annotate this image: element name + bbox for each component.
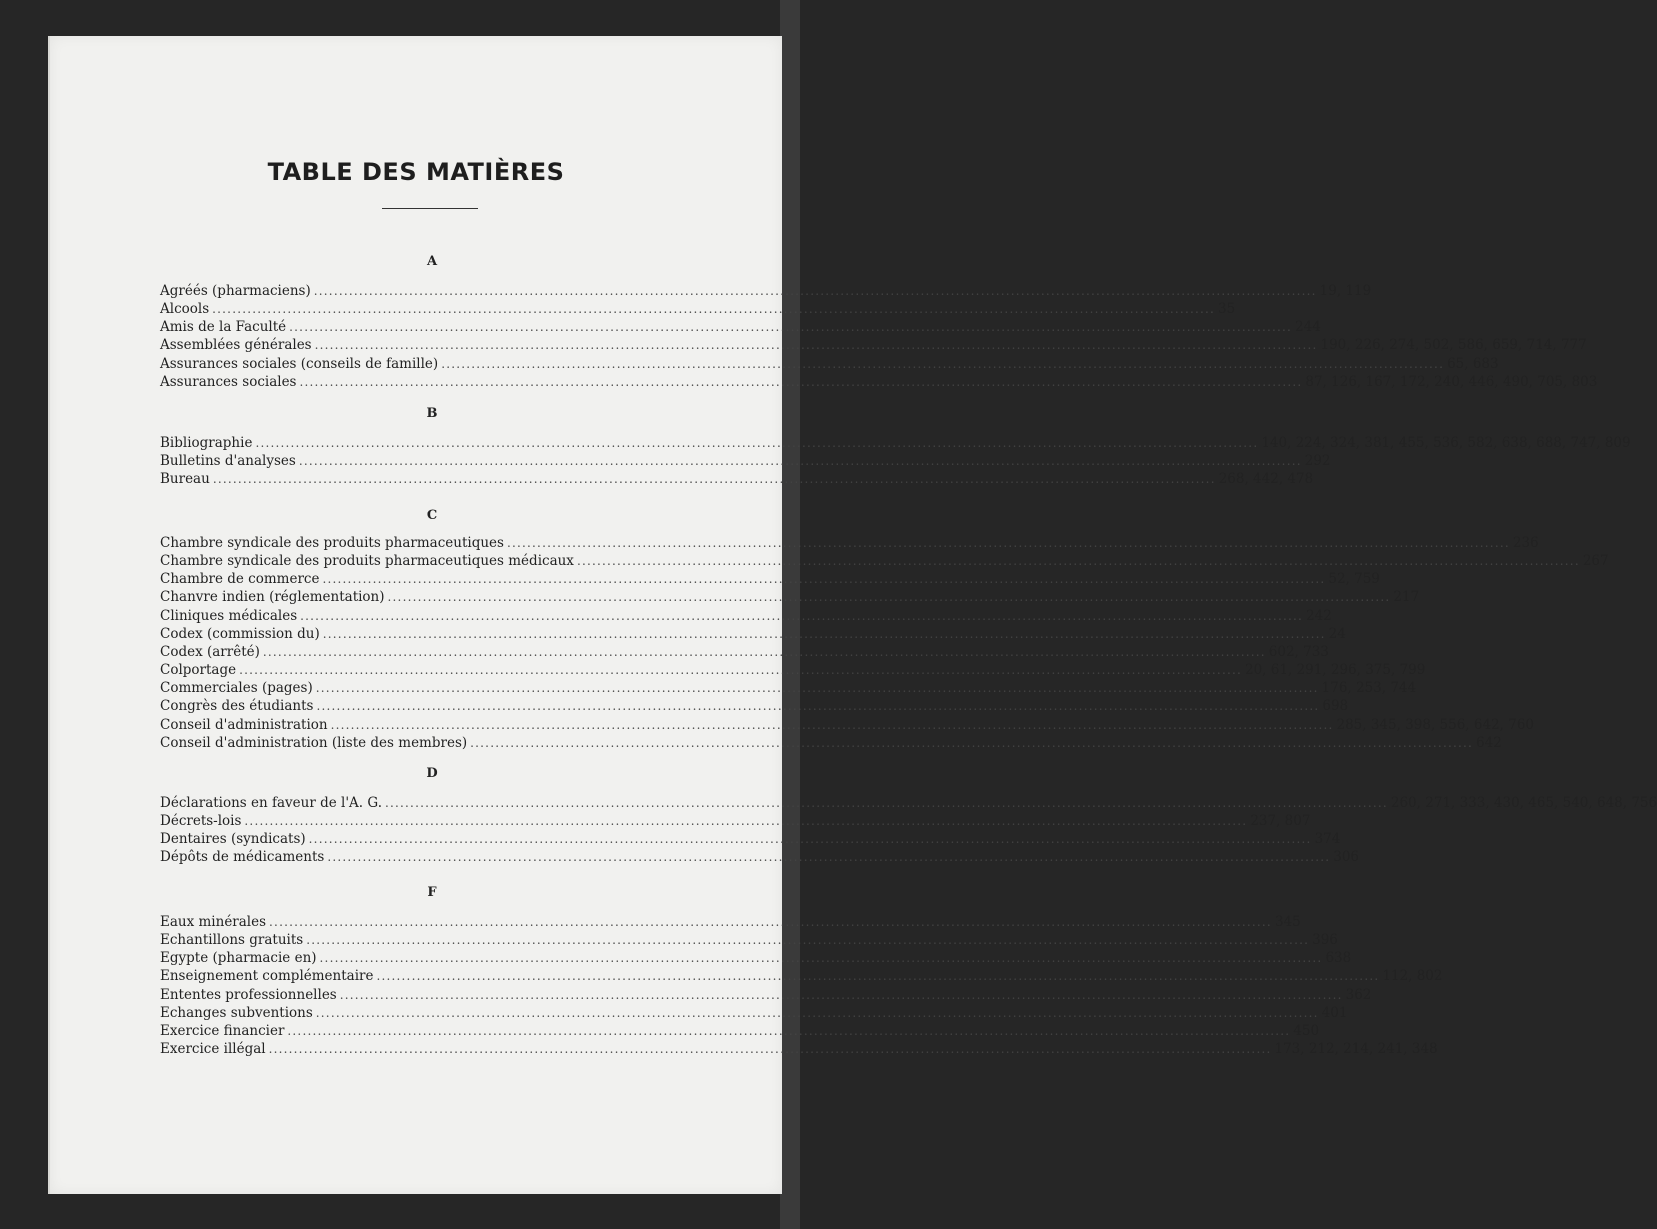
leader-dots: ........................................................................................................................................................................................................ (314, 338, 1318, 353)
leader-dots: ........................................................................................................................................................................................................ (470, 735, 1474, 750)
toc-entry (160, 679, 1417, 697)
entry-label: Eaux minérales (160, 914, 267, 930)
entry-pages: 20, 61, 291, 296, 375, 799 (1245, 662, 1426, 679)
entry-pages: 242 (1306, 607, 1332, 624)
toc-entry (160, 848, 1360, 866)
toc-entry (160, 734, 1502, 752)
leader-dots: ........................................................................................................................................................................................................ (287, 1023, 1291, 1038)
leader-dots: ........................................................................................................................................................................................................ (322, 626, 1326, 641)
toc-entry (160, 470, 1314, 488)
entry-label: Egypte (pharmacie en) (160, 950, 317, 967)
leader-dots: ........................................................................................................................................................................................................ (268, 1042, 1272, 1057)
entry-pages: 638 (1325, 950, 1352, 967)
entry-pages: 396 (1312, 932, 1338, 949)
entry-label: Congrès des étudiants (160, 698, 314, 715)
entry-label: Assemblées générales (160, 337, 312, 354)
leader-dots: ........................................................................................................................................................................................................ (269, 915, 1272, 929)
toc-entry (160, 716, 1535, 734)
leader-dots: ........................................................................................................................................................................................................ (299, 374, 1303, 389)
leader-dots: ........................................................................................................................................................................................................ (308, 832, 1312, 847)
entry-label: Amis de la Faculté (160, 319, 287, 336)
entry-pages: 236 (1512, 535, 1539, 551)
toc-entry (160, 1022, 1320, 1040)
toc-entry (160, 355, 1499, 373)
leader-dots: ........................................................................................................................................................................................................ (576, 554, 1580, 569)
leader-dots: ........................................................................................................................................................................................................ (212, 302, 1216, 317)
entry-pages: 602, 733 (1268, 643, 1329, 660)
leader-dots: ........................................................................................................................................................................................................ (319, 951, 1323, 966)
toc-entry (160, 812, 1311, 830)
entry-pages: 268, 442, 478 (1218, 471, 1314, 488)
entry-label: Chambre syndicale des produits pharmaceutiques (160, 535, 504, 551)
leader-dots: ........................................................................................................................................................................................................ (313, 284, 1317, 298)
toc-entry (160, 336, 1587, 354)
leader-dots: ........................................................................................................................................................................................................ (322, 572, 1326, 587)
entry-pages: 450 (1293, 1022, 1320, 1039)
entry-pages: 260, 271, 333, 430, 465, 540, 648, 756 (1390, 795, 1657, 811)
leader-dots: ........................................................................................................................................................................................................ (289, 320, 1293, 335)
entry-label: Cliniques médicales (160, 607, 298, 624)
leader-dots: ........................................................................................................................................................................................................ (441, 356, 1445, 371)
toc-entry (160, 986, 1372, 1004)
leader-dots: ........................................................................................................................................................................................................ (327, 850, 1331, 865)
entry-label: Chanvre indien (réglementation) (160, 589, 385, 606)
leader-dots: ........................................................................................................................................................................................................ (339, 987, 1343, 1002)
page-title: TABLE DES MATIÈRES (267, 158, 565, 186)
entry-pages: 401 (1321, 1004, 1348, 1021)
entry-label: Echantillons gratuits (160, 932, 304, 949)
toc-entry (160, 794, 1657, 812)
leader-dots: ........................................................................................................................................................................................................ (376, 969, 1380, 984)
leader-dots: ........................................................................................................................................................................................................ (244, 814, 1248, 829)
entry-pages: 244 (1295, 319, 1321, 336)
toc-entry (160, 607, 1332, 625)
leader-dots: ........................................................................................................................................................................................................ (262, 644, 1266, 659)
entry-pages: 292 (1304, 453, 1331, 470)
entry-pages: 19, 119 (1319, 283, 1372, 299)
entry-pages: 176, 253, 744 (1321, 680, 1417, 697)
entry-pages: 267 (1582, 553, 1609, 570)
entry-pages: 65, 683 (1447, 355, 1499, 372)
section-letter: C (426, 508, 438, 523)
toc-entry (160, 300, 1236, 318)
toc-entry (160, 967, 1443, 985)
entry-label: Commerciales (pages) (160, 680, 313, 697)
toc-entry (160, 1040, 1438, 1058)
toc-entry (160, 552, 1609, 570)
entry-pages: 642 (1476, 734, 1502, 751)
leader-dots: ........................................................................................................................................................................................................ (300, 608, 1304, 623)
entry-pages: 698 (1322, 698, 1349, 715)
entry-label: Bulletins d'analyses (160, 453, 296, 470)
section-letter: B (426, 406, 438, 421)
toc-entry (160, 373, 1598, 391)
toc-entry (160, 625, 1346, 643)
toc-entry (160, 830, 1341, 848)
entry-label: Assurances sociales (160, 373, 297, 390)
toc-entry (160, 949, 1352, 967)
entry-label: Echanges subventions (160, 1004, 313, 1021)
leader-dots: ........................................................................................................................................................................................................ (315, 681, 1319, 696)
toc-entry (160, 434, 1631, 452)
leader-dots: ........................................................................................................................................................................................................ (316, 699, 1320, 714)
entry-label: Décrets-lois (160, 813, 242, 830)
toc-entry (160, 318, 1321, 336)
toc-entry (160, 931, 1338, 949)
entry-label: Alcools (160, 301, 210, 318)
entry-pages: 345 (1274, 914, 1301, 930)
entry-label: Exercice illégal (160, 1041, 266, 1058)
section-letter: A (426, 254, 438, 269)
entry-label: Codex (commission du) (160, 625, 320, 642)
entry-pages: 52, 759 (1328, 571, 1380, 588)
entry-pages: 217 (1393, 589, 1420, 606)
toc-entry (160, 282, 1372, 300)
leader-dots: ........................................................................................................................................................................................................ (306, 933, 1310, 948)
leader-dots: ........................................................................................................................................................................................................ (506, 536, 1510, 550)
entry-label: Enseignement complémentaire (160, 968, 374, 985)
entry-label: Exercice financier (160, 1022, 285, 1039)
leader-dots: ........................................................................................................................................................................................................ (330, 717, 1334, 732)
entry-label: Assurances sociales (conseils de famille) (160, 355, 439, 372)
entry-label: Déclarations en faveur de l'A. G. (160, 795, 382, 811)
leader-dots: ........................................................................................................................................................................................................ (255, 436, 1259, 450)
entry-pages: 374 (1314, 831, 1341, 848)
toc-entry (160, 570, 1380, 588)
entry-pages: 190, 226, 274, 502, 586, 659, 714, 777 (1320, 337, 1587, 354)
entry-label: Dépôts de médicaments (160, 849, 325, 866)
entry-label: Agréés (pharmaciens) (160, 283, 311, 299)
entry-pages: 173, 212, 214, 241, 348 (1274, 1041, 1438, 1058)
entry-label: Bureau (160, 471, 210, 488)
toc-entry (160, 1004, 1348, 1022)
toc-entry (160, 697, 1349, 715)
entry-pages: 285, 345, 398, 556, 642, 760 (1336, 716, 1535, 733)
entry-label: Conseil d'administration (liste des membres) (160, 734, 468, 751)
entry-pages: 237, 807 (1250, 813, 1311, 830)
entry-label: Conseil d'administration (160, 716, 328, 733)
entry-label: Codex (arrêté) (160, 643, 260, 660)
section-letter: D (426, 766, 438, 781)
entry-pages: 362 (1345, 986, 1372, 1003)
entry-pages: 112, 802 (1382, 968, 1443, 985)
entry-pages: 306 (1333, 849, 1360, 866)
title-underline (382, 208, 478, 209)
entry-pages: 140, 224, 324, 381, 455, 536, 582, 638, 688, 747, 809 (1261, 435, 1631, 451)
leader-dots: ........................................................................................................................................................................................................ (298, 454, 1302, 469)
toc-entry (160, 452, 1331, 470)
leader-dots: ........................................................................................................................................................................................................ (384, 796, 1388, 810)
entry-pages: 24 (1328, 625, 1346, 642)
leader-dots: ........................................................................................................................................................................................................ (239, 663, 1242, 678)
toc-entry (160, 643, 1329, 661)
toc-entry (160, 588, 1420, 606)
entry-label: Chambre de commerce (160, 571, 320, 588)
leader-dots: ........................................................................................................................................................................................................ (315, 1005, 1319, 1020)
toc-entry (160, 534, 1539, 552)
entry-label: Bibliographie (160, 435, 253, 451)
entry-pages: 35 (1218, 301, 1236, 318)
entry-pages: 87, 126, 167, 172, 240, 446, 490, 705, 803 (1305, 373, 1598, 390)
entry-label: Colportage (160, 662, 237, 679)
section-letter: F (427, 885, 437, 900)
toc-entry (160, 661, 1426, 679)
leader-dots: ........................................................................................................................................................................................................ (387, 590, 1391, 605)
entry-label: Chambre syndicale des produits pharmaceutiques médicaux (160, 553, 574, 570)
document-page (48, 36, 1657, 1194)
toc-entry (160, 913, 1301, 931)
entry-label: Ententes professionnelles (160, 986, 337, 1003)
entry-label: Dentaires (syndicats) (160, 831, 306, 848)
leader-dots: ........................................................................................................................................................................................................ (212, 472, 1216, 487)
